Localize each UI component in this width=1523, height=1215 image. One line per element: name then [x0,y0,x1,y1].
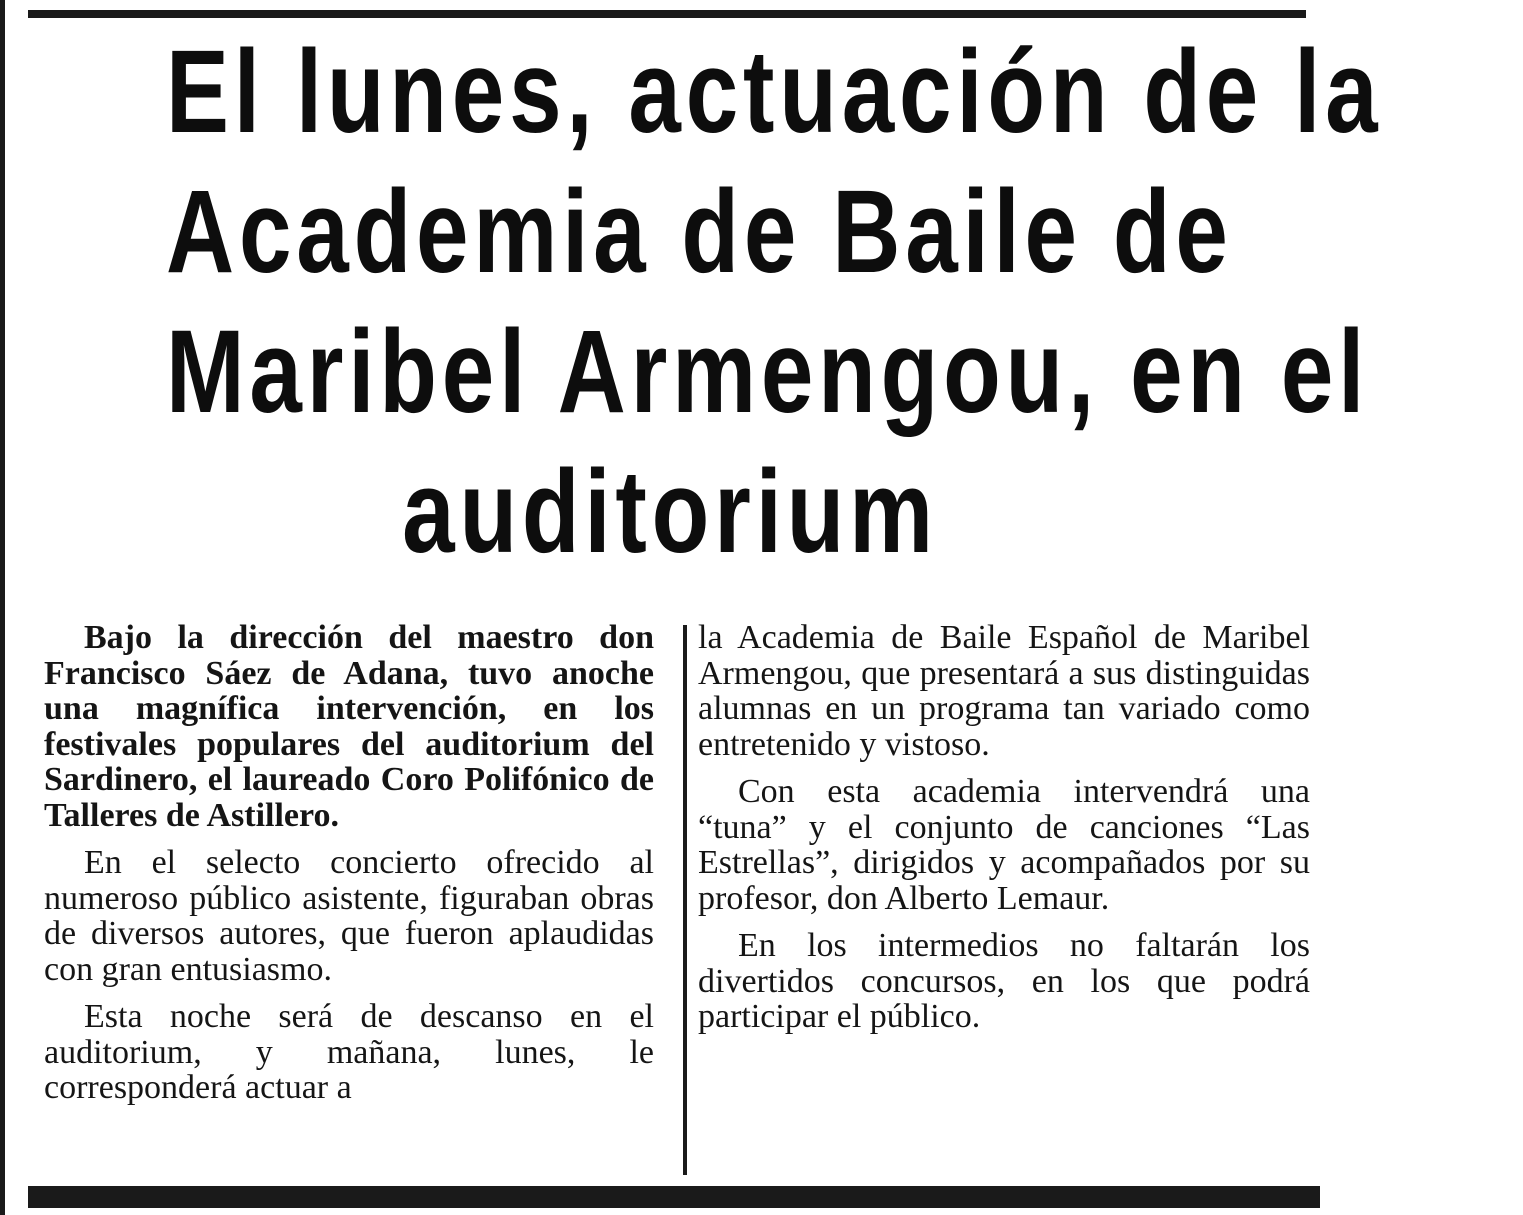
article-column-left [44,620,654,1106]
article-paragraph: Con esta academia intervendrá una “tuna” y el conjunto de canciones “Las Estrellas”, dirigidos y acompañados por su profesor, don Alberto Lemaur. [698,773,1310,917]
bottom-border-rule [28,1186,1320,1208]
article-paragraph: En los intermedios no faltarán los divertidos concursos, en los que podrá participar el público. [698,927,1310,1035]
top-border-rule [28,10,1306,18]
article-paragraph: Bajo la dirección del maestro don Francisco Sáez de Adana, tuvo anoche una magnífica intervención, en los festivales populares del auditorium del Sardinero, el laureado Coro Polifónico de Talleres de Astillero. [44,619,654,834]
article-paragraph: En el selecto concierto ofrecido al numeroso público asistente, figuraban obras de diversos autores, que fueron aplaudidas con gran entusiasmo. [44,844,654,988]
article-column-right [698,620,1310,1035]
column-divider [683,625,687,1175]
headline-line-2: Academia de Baile de [166,166,1233,298]
headline [40,22,1383,602]
headline-line-4: auditorium [402,446,938,578]
article-paragraph: la Academia de Baile Español de Maribel Armengou, que presentará a sus distinguidas alumnas en un programa tan variado como entretenido y vistoso. [698,619,1310,763]
article-paragraph: Esta noche será de descanso en el auditorium, y mañana, lunes, le corresponderá actuar a [44,998,654,1106]
left-border-rule [0,0,5,1215]
headline-line-3: Maribel Armengou, en el [166,306,1370,438]
headline-line-1: El lunes, actuación de la [166,26,1383,158]
